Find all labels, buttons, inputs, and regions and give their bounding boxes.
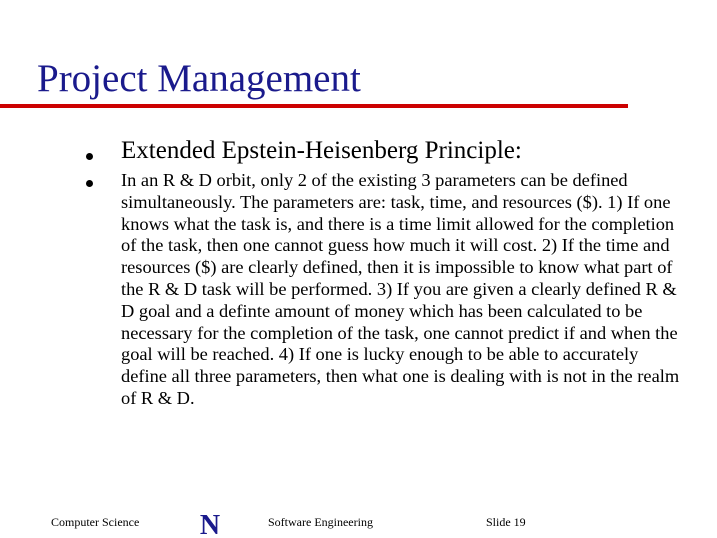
bullet-dot-icon (86, 153, 93, 160)
navy-n-logo-icon (193, 510, 227, 536)
logo-letter: N (199, 510, 221, 536)
footer-department: Computer Science (51, 515, 140, 529)
footer-course: Software Engineering (268, 515, 373, 529)
bullet-heading: Extended Epstein-Heisenberg Principle: (121, 137, 522, 164)
slide-number: Slide 19 (486, 515, 526, 529)
bullet-dot-icon (86, 180, 93, 187)
bullet-body: In an R & D orbit, only 2 of the existing 3 parameters can be defined simultaneously. The parameters are: task, time, and resources ($). 1) If one knows what the task is, and there is a time limit allowed for the completion of the task, then one cannot guess how much it will cost. 2) If the time and resources ($) are clearly defined, then it is impossible to know what part of the R & D task will be performed. 3) If you are given a clearly defined R & D goal and a definte amount of money which has been calculated to be necessary for the completion of the task, one cannot predict if and when the goal will be reached. 4) If one is lucky enough to be able to accurately define all three parameters, then what one is dealing with is not in the realm of R & D. (121, 170, 680, 408)
slide-title: Project Management (37, 57, 361, 100)
title-divider (0, 104, 628, 108)
